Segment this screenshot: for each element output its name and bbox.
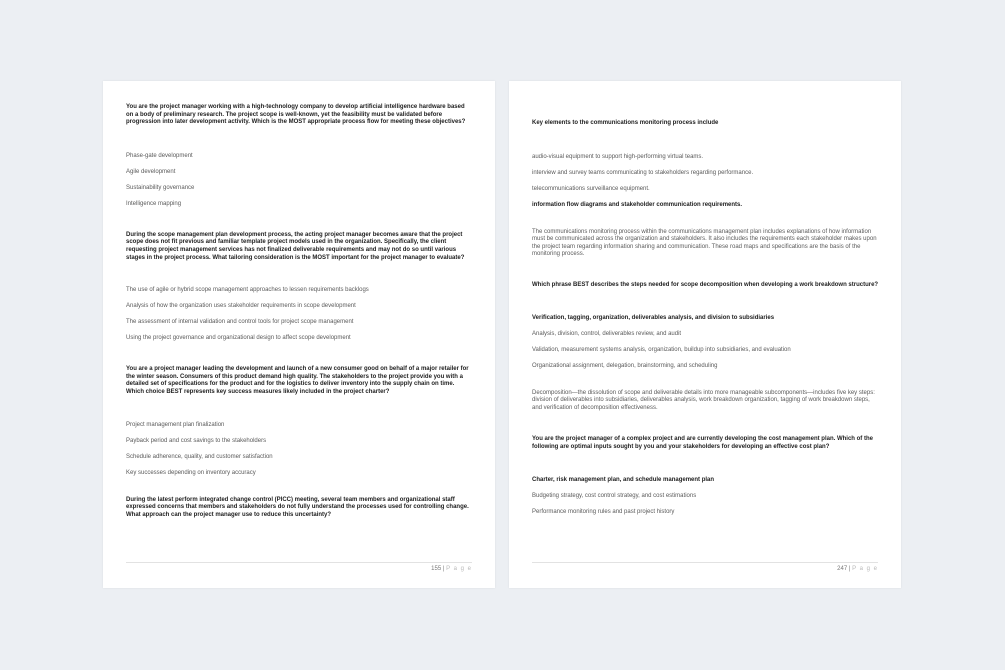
option-5a: audio-visual equipment to support high-performing virtual teams.	[532, 153, 704, 160]
option-1b: Agile development	[126, 168, 176, 175]
right-page	[509, 81, 901, 588]
option-7b: Budgeting strategy, cost control strategy, and cost estimations	[532, 492, 697, 499]
question-3: You are a project manager leading the development and launch of a new consumer good on behalf of a major retailer for the winter season. Consumers of this product demand high quality. The stakeholders to the project provide you with a detailed set of specifications for the product and for the logistics to deliver inventory into the supply chain on time. Which choice BEST represents key success measures likely included in the project charter?	[126, 366, 469, 395]
option-1d: Intelligence mapping	[126, 200, 182, 207]
option-7a-answer: Charter, risk management plan, and schedule management plan	[532, 476, 715, 483]
question-5: Key elements to the communications monitoring process include	[532, 120, 719, 126]
option-3c: Schedule adherence, quality, and customer satisfaction	[126, 453, 273, 460]
option-3d: Key successes depending on inventory accuracy	[126, 469, 256, 476]
page-footer: 155 | P a g e	[126, 562, 472, 572]
option-5b: interview and survey teams communicating to stakeholders regarding performance.	[532, 169, 754, 176]
page-number: 155	[431, 566, 442, 572]
right-page-content	[532, 120, 879, 516]
explanation-6: Decomposition—the dissolution of scope and deliverable details into more manageable subcomponents—includes five key steps: division of deliverables into subsidiaries, deliverables analysis, work breakdown organization, tagging of work breakdown steps, and verification of decomposition effectiveness.	[532, 389, 875, 411]
question-2: During the scope management plan development process, the acting project manager becomes aware that the project scope does not fit previous and familiar template project models used in the organization. Specifically, the client requesting project management services has not finalized deliverable requirements and may not do so until various stages in the project process. What tailoring consideration is the MOST important for the project manager to evaluate?	[126, 231, 465, 261]
option-1a: Phase-gate development	[126, 152, 193, 159]
page-word: P a g e	[446, 566, 472, 572]
option-5d-answer: information flow diagrams and stakeholder communication requirements.	[532, 201, 743, 208]
page-number: 247	[837, 566, 848, 572]
page-footer: 247 | P a g e	[532, 562, 878, 572]
option-6d: Organizational assignment, delegation, brainstorming, and scheduling	[532, 362, 718, 369]
option-1c: Sustainability governance	[126, 184, 195, 191]
option-5c: telecommunications surveillance equipment.	[532, 185, 650, 192]
question-7: You are the project manager of a complex project and are currently developing the cost management plan. Which of the following are optimal inputs sought by you and your stakeholders for developing an effective cost plan?	[532, 436, 873, 450]
option-6a-answer: Verification, tagging, organization, deliverables analysis, and division to subsidiaries	[532, 314, 775, 321]
explanation-5: The communications monitoring process within the communications management plan includes explanations of how information must be communicated across the organization and stakeholders. It also includes the requirements each stakeholder makes upon the project team regarding information sharing and communication. These road maps and specifications are the basis of the monitoring process.	[532, 228, 877, 258]
option-2c: The assessment of internal validation and control tools for project scope management	[126, 319, 354, 326]
option-2a: The use of agile or hybrid scope management approaches to lessen requirements backlogs	[126, 287, 369, 294]
option-2d: Using the project governance and organizational design to affect scope development	[126, 335, 351, 342]
question-6: Which phrase BEST describes the steps needed for scope decomposition when developing a work breakdown structure?	[532, 281, 879, 288]
page-word: P a g e	[852, 566, 878, 572]
option-2b: Analysis of how the organization uses stakeholder requirements in scope development	[126, 303, 356, 310]
option-6b: Analysis, division, control, deliverables review, and audit	[532, 330, 682, 337]
option-6c: Validation, measurement systems analysis, organization, buildup into subsidiaries, and evaluation	[532, 346, 791, 353]
left-page	[103, 81, 495, 588]
left-page-content	[126, 104, 473, 519]
question-1: You are the project manager working with a high-technology company to develop artificial intelligence hardware based on a body of preliminary research. The project scope is well-known, yet the feasibility must be validated before progression into later development activity. Which is the MOST appropriate process flow for meeting these objectives?	[126, 104, 466, 126]
option-7c: Performance monitoring rules and past project history	[532, 508, 675, 515]
option-3b: Payback period and cost savings to the stakeholders	[126, 437, 267, 444]
question-4: During the latest perform integrated change control (PICC) meeting, several team members and organizational staff expressed concerns that members and stakeholders do not fully understand the processes used for controlling change. What approach can the project manager use to reduce this uncertainty?	[126, 496, 469, 518]
option-3a: Project management plan finalization	[126, 421, 225, 428]
